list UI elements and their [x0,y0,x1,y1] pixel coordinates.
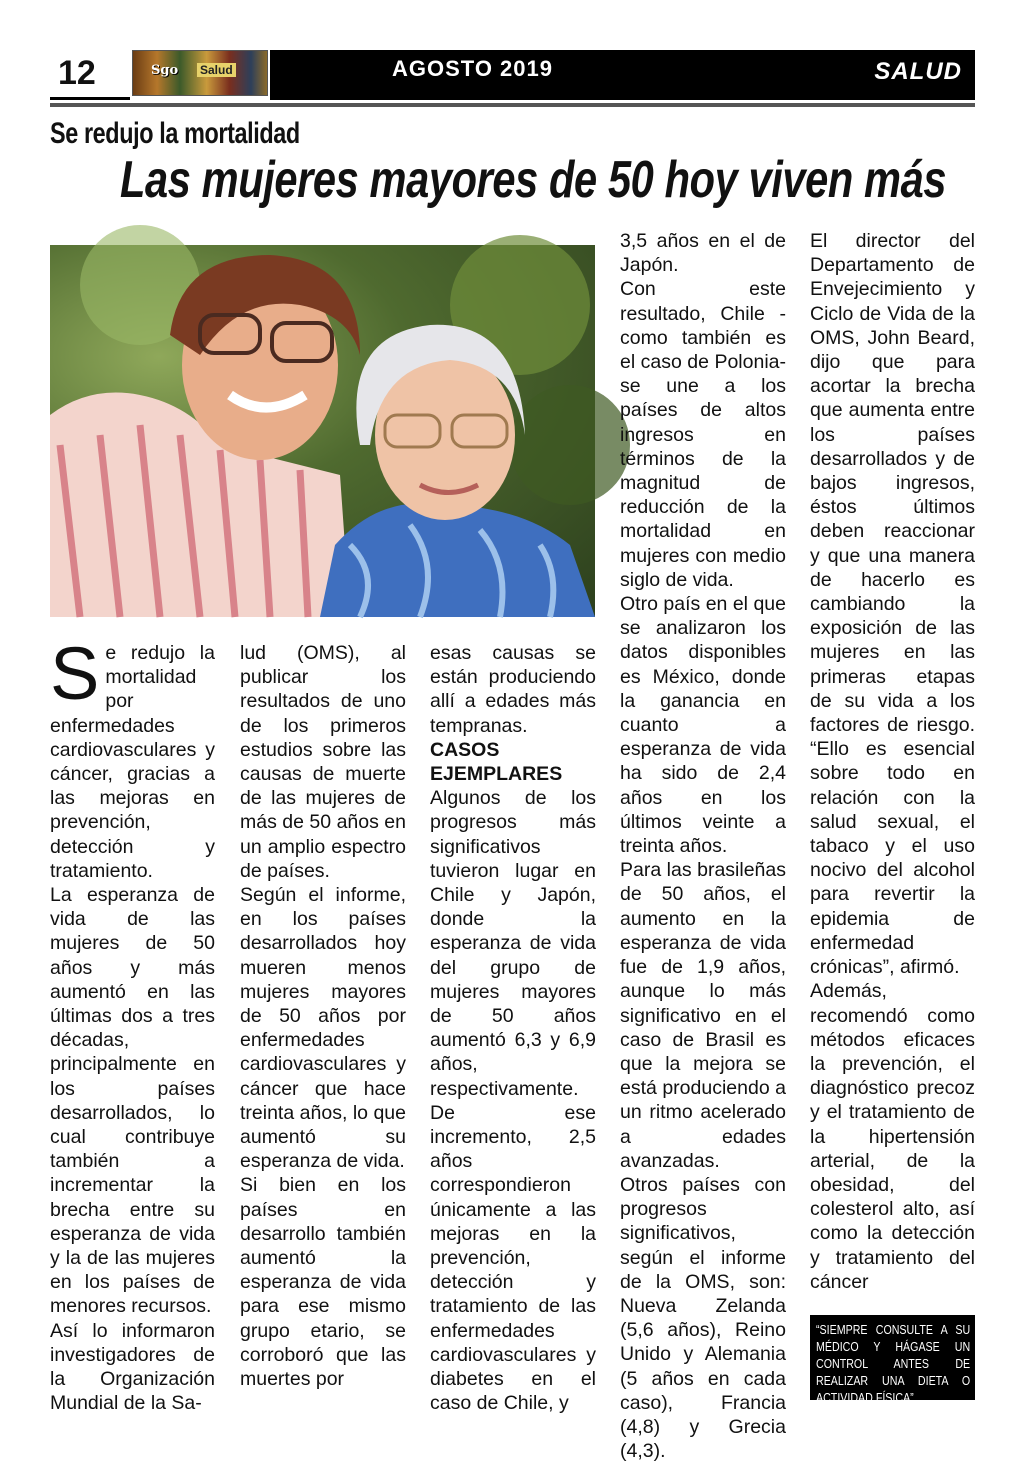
column-3-paragraph-2: Algunos de los progresos más significativos tuvieron lugar en Chile y Japón, donde la esperanza de vida del grupo de mujeres mayores de 50 años aumentó 6,3 y 6,9 años, respectivamente. [430,787,596,1100]
article-kicker: Se redujo la mortalidad [50,117,300,150]
column-1-paragraph-3: Así lo informaron investigadores de la Organización Mundial de la Sa- [50,1319,215,1415]
header-bar [270,50,975,100]
column-3-paragraph-1: esas causas se están produciendo allí a edades más tempranas. [430,642,596,737]
logo-text-left: Sgo [151,63,179,78]
column-5-paragraph-1: El director del Departamento de Envejecimiento y Ciclo de Vida de la OMS, John Beard, dijo que para acortar la brecha que aumenta entre los países desarrollados y de bajos ingresos, éstos últimos deben reaccionar y que una manera de hacerlo es cambiando la exposición de las mujeres en las primeras etapas de su vida a los factores de riesgo. “Ello es esencial sobre todo en relación con la salud sexual, el tabaco y el uso nocivo del alcohol para revertir la epidemia de enfermedad crónicas”, afirmó. [810,230,975,979]
column-4-paragraph-2: Con este resultado, Chile -como también es el caso de Polonia- se une a los países de altos ingresos en términos de la magnitud de reducción de la mortalidad en mujeres con medio siglo de vida. [620,278,786,591]
section-subhead: CASOS EJEMPLARES [430,738,563,786]
column-4-paragraph-4: Para las brasileñas de 50 años, el aumento en la esperanza de vida fue de 1,9 años, aunque lo más significativo en el caso de Brasil es que la mejora se está produciendo a un ritmo acelerado a edades avanzadas. [620,859,786,1172]
page-number: 12 [58,54,96,92]
column-4-paragraph-1: 3,5 años en el de Japón. [620,230,786,277]
article-column-3 [430,641,596,1416]
health-notice-text: “SIEMPRE CONSULTE A SU MÉDICO Y HÁGASE UN CONTROL ANTES DE REALIZAR UNA DIETA O ACTIVIDAD FÍSICA” [816,1322,971,1405]
header-underline [50,97,130,100]
column-4-paragraph-3: Otro país en el que se analizaron los datos disponibles es México, donde la ganancia en cuanto a esperanza de vida ha sido de 2,4 años en los últimos veinte a treinta años. [620,593,786,858]
logo-text-right: Salud [197,63,236,77]
health-notice-box [810,1315,975,1405]
column-2-paragraph-3: Si bien en los países en desarrollo también aumentó la esperanza de vida para ese mismo grupo etario, se corroboró que las muertes por [240,1174,406,1391]
article-column-1 [50,632,215,1416]
article-column-4 [620,229,786,1463]
column-1-paragraph-1: e redujo la mortalidad por enfermedades cardiovasculares y cáncer, gracias a las mejoras en prevención, detección y tratamiento. [50,642,215,882]
article-column-5 [810,229,975,1294]
column-2-paragraph-1: lud (OMS), al publicar los resultados de uno de los primeros estudios sobre las causas de muerte de las mujeres de más de 50 años en un amplio espectro de países. [240,642,406,882]
column-3-paragraph-3: De ese incremento, 2,5 años correspondieron únicamente a las mejoras en la prevención, detección y tratamiento de las enfermedades cardiovasculares y diabetes en el caso de Chile, y [430,1101,596,1415]
article-column-2 [240,641,406,1391]
article-photo [50,245,595,617]
drop-cap: S [50,632,100,715]
column-4-paragraph-5: Otros países con progresos significativos, según el informe de la OMS, son: Nueva Zelanda (5,6 años), Reino Unido y Alemania (5 años en cada caso), Francia (4,8) y Grecia (4,3). [620,1173,786,1463]
column-1-paragraph-2: La esperanza de vida de las mujeres de 50 años y más aumentó en las últimas dos a tres décadas, principalmente en los países desarrollados, lo cual contribuye también a incrementar la brecha entre su esperanza de vida y la de las mujeres en los países de menores recursos. [50,884,215,1318]
header-rule [50,103,975,107]
photo-illustration [50,245,595,617]
column-5-paragraph-2: Además, recomendó como métodos eficaces la prevención, el diagnóstico precoz y el tratamiento de la hipertensión arterial, de la obesidad, del colesterol alto, así como la detección y tratamiento del cáncer [810,980,975,1293]
section-name: SALUD [874,58,962,85]
issue-date: AGOSTO 2019 [392,56,553,81]
column-2-paragraph-2: Según el informe, en los países desarrollados hoy mueren menos mujeres mayores de 50 años por enfermedades cardiovasculares y cáncer que hace treinta años, lo que aumentó su esperanza de vida. [240,884,406,1173]
article-headline: Las mujeres mayores de 50 hoy viven más [120,151,947,209]
publication-logo [132,50,268,96]
